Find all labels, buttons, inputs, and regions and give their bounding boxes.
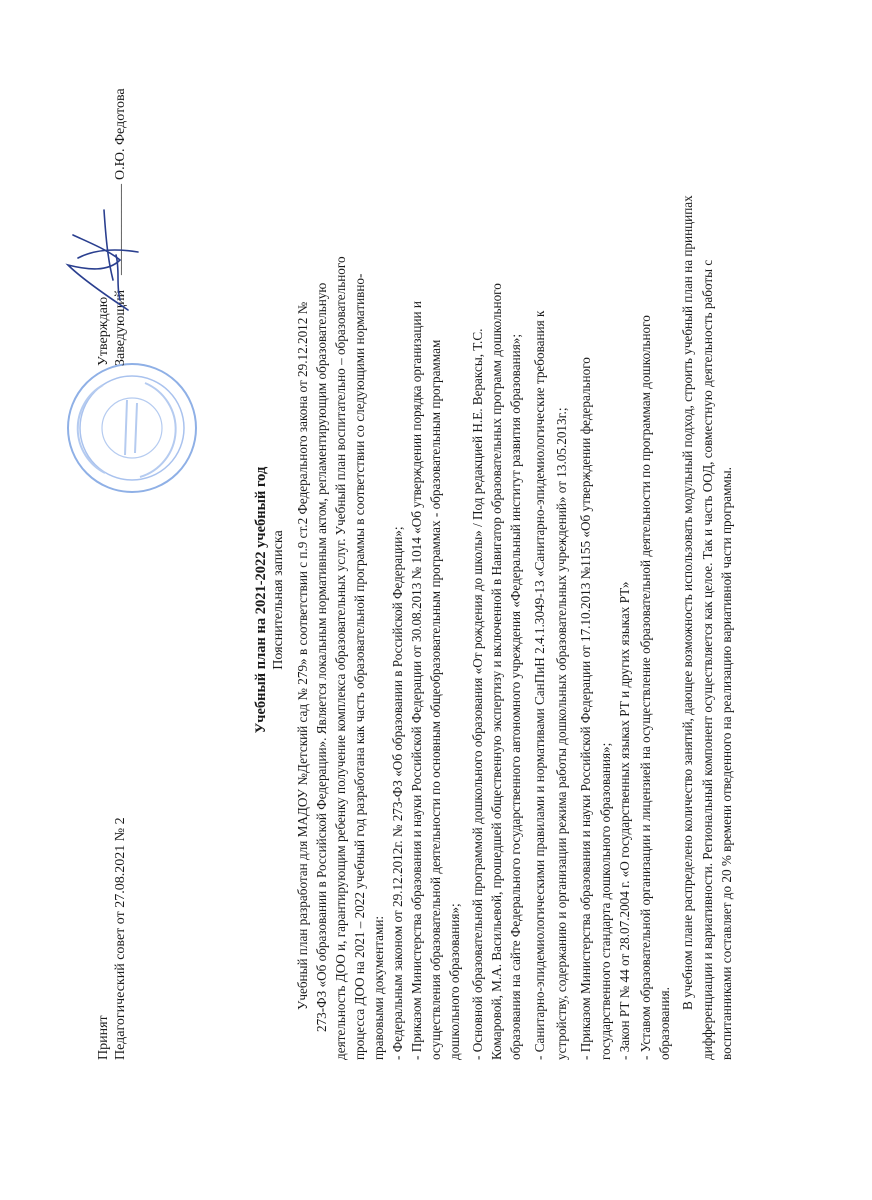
body-line-17: - Закон РТ № 44 от 28.07.2004 г. «О государственных языках РТ и других языках РТ» bbox=[617, 581, 632, 1060]
accepted-label: Принят bbox=[96, 1015, 111, 1060]
body-line-2: 273-ФЗ «Об образовании в Российской Федерации». Является локальным нормативным актом, регламентирующим образовательную bbox=[314, 282, 329, 1032]
accepted-by-line: Педагогический совет от 27.08.2021 № 2 bbox=[113, 817, 128, 1060]
body-line-18: - Уставом образовательной организации и лицензией на осуществление образовательной деятельности по программам дошкольного bbox=[638, 315, 653, 1060]
handwritten-signature bbox=[58, 200, 148, 320]
body-line-16: государственного стандарта дошкольного образования»; bbox=[598, 742, 613, 1060]
body-line-8: осуществления образовательной деятельности по основным общеобразовательным программах - образовательным программам bbox=[428, 339, 443, 1060]
head-label: Заведующий bbox=[113, 289, 128, 366]
body-line-7: - Приказом Министерства образования и науки Российской Федерации от 30.08.2013 № 1014 «Об утверждении порядка организации и bbox=[409, 301, 424, 1060]
body-line-11: Комаровой, М.А. Васильевой, прошедшей общественную экспертизу и включенной в Навигатор образовательных программ дошкольного bbox=[489, 283, 504, 1060]
body-line-14: устройству, содержанию и организации режима работы дошкольных образовательных учреждений» от 13.05.2013г.; bbox=[554, 407, 569, 1060]
body-line-10: - Основной образовательной программой дошкольного образования «От рождения до школы» / Под редакцией Н.Е. Вераксы, Т.С. bbox=[470, 328, 485, 1060]
body-line-21: дифференциации и вариативности. Региональный компонент осуществляется как целое. Так и часть ООД, совместную деятельность работы с bbox=[700, 259, 715, 1060]
body-line-4: процесса ДОО на 2021 – 2022 учебный год разработана как часть образовательной программы в соответствии со следующими нормативно- bbox=[352, 273, 367, 1060]
body-line-22: воспитанниками составляет до 20 % времени отведенного на реализацию вариативной части программы. bbox=[719, 467, 734, 1060]
document-title: Учебный план на 2021-2022 учебный год bbox=[253, 466, 269, 734]
approved-label: Утверждаю bbox=[96, 296, 111, 366]
body-line-13: - Санитарно-эпидемиологическими правилами и нормативами СанПиН 2.4.1.3049-13 «Санитарно-эпидемиологические требования к bbox=[532, 310, 547, 1060]
body-line-1: Учебный план разработан для МАДОУ №Детский сад № 279» в соответствии с п.9 ст.2 Федерального закона от 29.12.2012 № bbox=[295, 301, 310, 1010]
body-line-9: дошкольного образования»; bbox=[447, 903, 462, 1060]
body-line-20: В учебном плане распределено количество занятий, дающее возможность использовать модульный подход, строить учебный план на принципах bbox=[680, 195, 695, 1010]
round-seal-stamp bbox=[65, 360, 200, 495]
body-line-6: - Федеральным законом от 29.12.2012г. № 273-ФЗ «Об образовании в Российской Федерации»; bbox=[390, 526, 405, 1060]
signature-line: _____________ bbox=[109, 184, 124, 275]
body-line-3: деятельность ДОО и, гарантирующим ребенку получение комплекса образовательных услуг. Учебный план воспитательно – образовательного bbox=[333, 256, 348, 1060]
body-line-19: образования. bbox=[657, 987, 672, 1060]
body-line-12: образования на сайте Федерального государственного автономного учреждения «Федеральный институт развития образования»; bbox=[508, 333, 523, 1060]
head-name: О.Ю. Федотова bbox=[113, 88, 128, 180]
body-line-5: правовыми документами: bbox=[371, 915, 386, 1060]
document-subtitle: Пояснительная записка bbox=[271, 530, 286, 670]
body-line-15: - Приказом Министерства образования и науки Российской Федерации от 17.10.2013 №1155 «Об утверждении федерального bbox=[578, 357, 593, 1060]
